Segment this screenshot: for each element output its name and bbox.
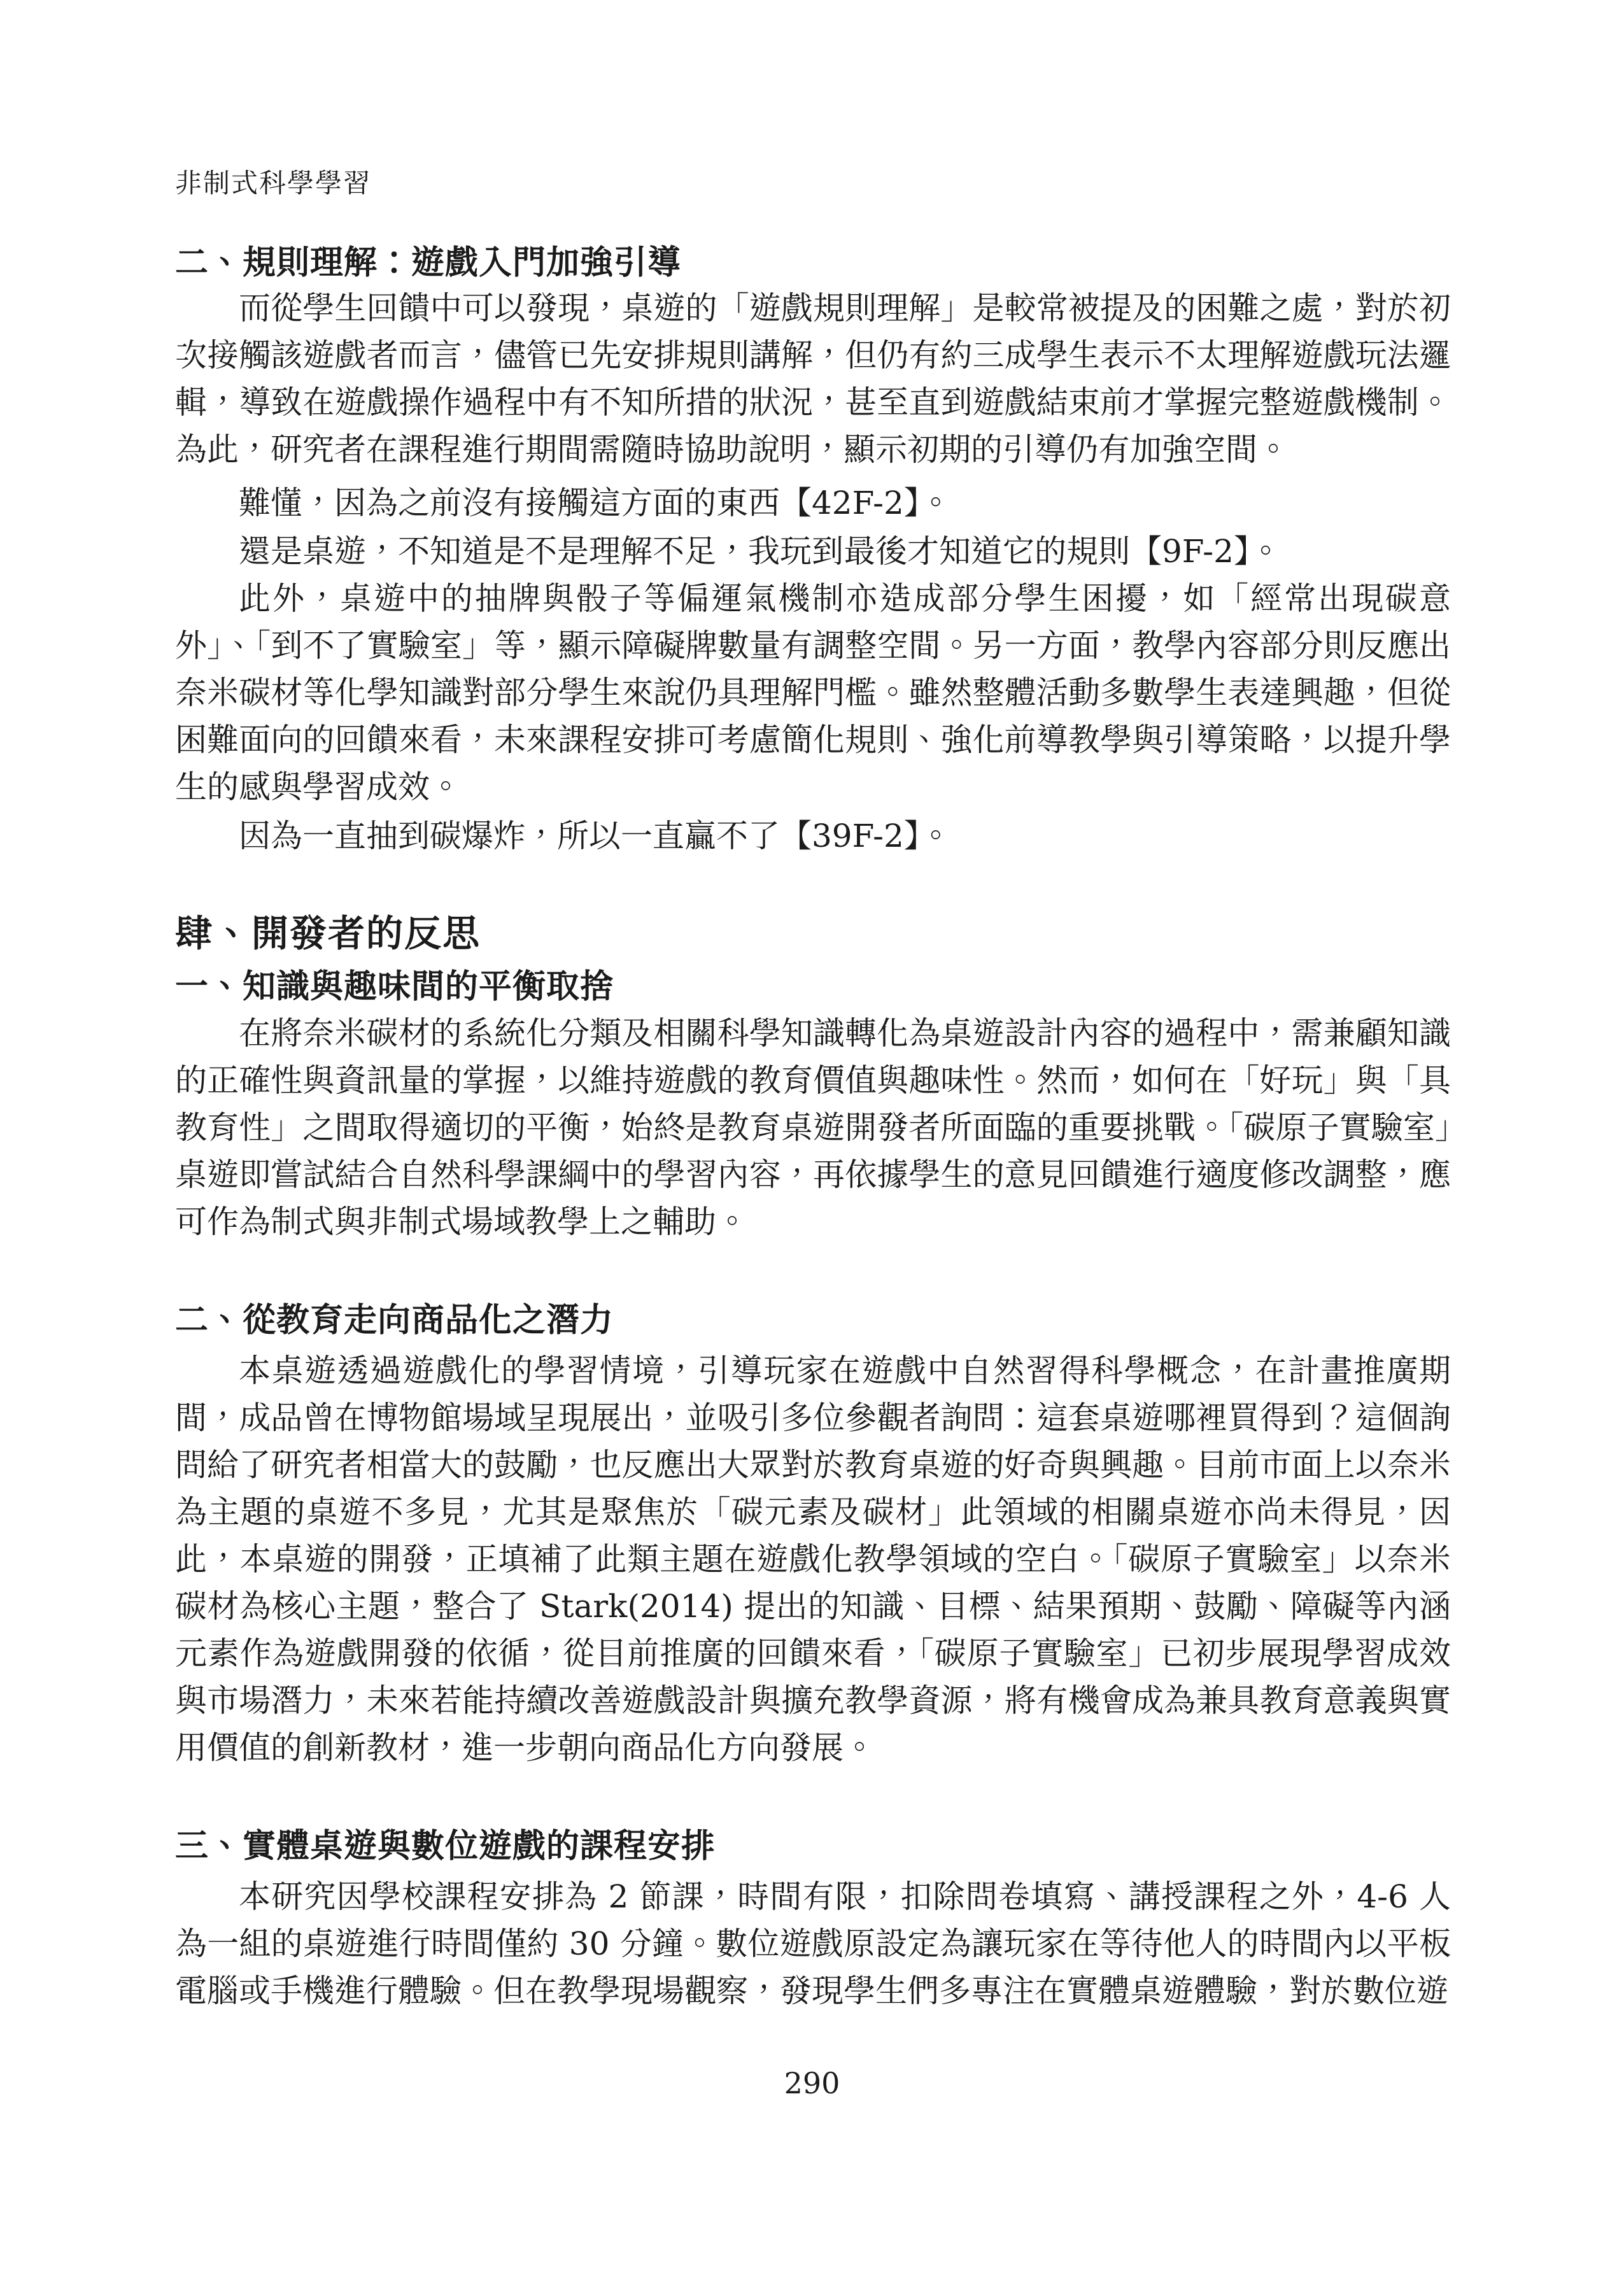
student-quote-42F-2: 難懂，因為之前沒有接觸這方面的東西【42F-2】。	[239, 485, 952, 521]
page-content	[175, 243, 1451, 2014]
paragraph-knowledge-fun-balance: 在將奈米碳材的系統化分類及相關科學知識轉化為桌遊設計內容的過程中，需兼顧知識的正確性與資訊量的掌握，以維持遊戲的教育價值與趣味性。然而，如何在「好玩」與「具教育性」之間取得適切的平衡，始終是教育桌遊開發者所面臨的重要挑戰。「碳原子實驗室」桌遊即嘗試結合自然科學課綱中的學習內容，再依據學生的意見回饋進行適度修改調整，應可作為制式與非制式場域教學上之輔助。	[175, 1015, 1451, 1240]
running-header: 非制式科學學習	[175, 167, 372, 199]
paragraph-commercialization-potential: 本桌遊透過遊戲化的學習情境，引導玩家在遊戲中自然習得科學概念，在計畫推廣期間，成品曾在博物館場域呈現展出，並吸引多位參觀者詢問：這套桌遊哪裡買得到？這個詢問給了研究者相當大的鼓勵，也反應出大眾對於教育桌遊的好奇與興趣。目前市面上以奈米為主題的桌遊不多見，尤其是聚焦於「碳元素及碳材」此領域的相關桌遊亦尚未得見，因此，本桌遊的開發，正填補了此類主題在遊戲化教學領域的空白。「碳原子實驗室」以奈米碳材為核心主題，整合了 Stark(2014) 提出的知識、目標、結果預期、鼓勵、障礙等內涵元素作為遊戲開發的依循，從目前推廣的回饋來看，「碳原子實驗室」已初步展現學習成效與市場潛力，未來若能持續改善遊戲設計與擴充教學資源，將有機會成為兼具教育意義與實用價值的創新教材，進一步朝向商品化方向發展。	[175, 1352, 1451, 1766]
paragraph-rule-understanding-1: 而從學生回饋中可以發現，桌遊的「遊戲規則理解」是較常被提及的困難之處，對於初次接觸該遊戲者而言，儘管已先安排規則講解，但仍有約三成學生表示不太理解遊戲玩法邏輯，導致在遊戲操作過程中有不知所措的狀況，甚至直到遊戲結束前才掌握完整遊戲機制。為此，研究者在課程進行期間需隨時協助說明，顯示初期的引導仍有加強空間。	[175, 290, 1451, 468]
subsection-heading-knowledge-fun-balance: 一、知識與趣味間的平衡取捨	[175, 967, 614, 1006]
section-heading-rule-understanding: 二、規則理解：遊戲入門加強引導	[175, 243, 682, 282]
student-quote-9F-2: 還是桌遊，不知道是不是理解不足，我玩到最後才知道它的規則【9F-2】。	[239, 533, 1282, 570]
page-number: 290	[784, 2066, 840, 2100]
subsection-heading-commercialization-potential: 二、從教育走向商品化之潛力	[175, 1301, 614, 1340]
student-quote-39F-2: 因為一直抽到碳爆炸，所以一直贏不了【39F-2】。	[239, 817, 952, 854]
paragraph-rule-understanding-2: 此外，桌遊中的抽牌與骰子等偏運氣機制亦造成部分學生困擾，如「經常出現碳意外」、「到不了實驗室」等，顯示障礙牌數量有調整空間。另一方面，教學內容部分則反應出奈米碳材等化學知識對部分學生來說仍具理解門檻。雖然整體活動多數學生表達興趣，但從困難面向的回饋來看，未來課程安排可考慮簡化規則、強化前導教學與引導策略，以提升學生的感與學習成效。	[175, 580, 1451, 805]
subsection-heading-physical-vs-digital-curriculum: 三、實體桌遊與數位遊戲的課程安排	[175, 1827, 716, 1865]
part-heading-developer-reflection: 肆、開發者的反思	[175, 912, 481, 955]
paragraph-physical-vs-digital-curriculum: 本研究因學校課程安排為 2 節課，時間有限，扣除問卷填寫、講授課程之外，4-6 人為一組的桌遊進行時間僅約 30 分鐘。數位遊戲原設定為讓玩家在等待他人的時間內以平板電腦或手機進行體驗。但在教學現場觀察，發現學生們多專注在實體桌遊體驗，對於數位遊	[175, 1878, 1451, 2009]
